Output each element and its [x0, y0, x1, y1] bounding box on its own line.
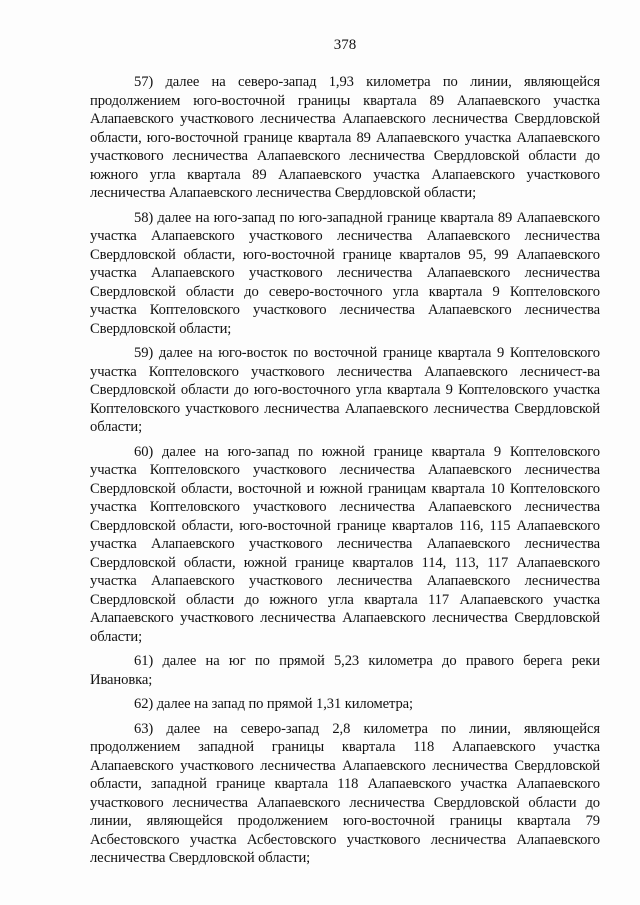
paragraph-57: 57) далее на северо-запад 1,93 километра по линии, являющейся продолжением юго-восточной границы квартала 89 Алапаевского участка Алапаевского участкового лесничества Алапаевского лесничества Свердловской области, юго-восточной границе квартала 89 Алапаевского участка Алапаевского участкового лесничества Алапаевского лесничества Свердловской области до южного угла квартала 89 Алапаевского участка Алапаевского участкового лесничества Алапаевского лесничества Свердловской области; [90, 74, 600, 201]
paragraph-62: 62) далее на запад по прямой 1,31 километра; [134, 696, 414, 712]
page-number: 378 [333, 37, 357, 53]
paragraph-61: 61) далее на юг по прямой 5,23 километра до правого берега реки Ивановка; [90, 653, 600, 688]
paragraph-58: 58) далее на юго-запад по юго-западной границе квартала 89 Алапаевского участка Алапаевского участкового лесничества Алапаевского лесничества Свердловской области, юго-восточной границе кварталов 95, 99 Алапаевского участка Алапаевского участкового лесничества Алапаевского лесничества Свердловской области до северо-восточного угла квартала 9 Коптеловского участка Коптеловского участкового лесничества Алапаевского лесничества Свердловской области; [90, 209, 600, 337]
paragraph-63: 63) далее на северо-запад 2,8 километра по линии, являющейся продолжением западной границы квартала 118 Алапаевского участка Алапаевского участкового лесничества Алапаевского лесничества Свердловской области, западной границе квартала 118 Алапаевского участка Алапаевского участкового лесничества Алапаевского лесничества Свердловской области до линии, являющейся продолжением юго-восточной границы квартала 79 Асбестовского участка Асбестовского участкового лесничества Алапаевского лесничества Свердловской области; [90, 720, 600, 866]
paragraph-59: 59) далее на юго-восток по восточной границе квартала 9 Коптеловского участка Коптеловского участкового лесничества Алапаевского лесничест-ва Свердловской области до юго-восточного угла квартала 9 Коптеловского участка Коптеловского участкового лесничества Алапаевского лесничества Свердловской области; [90, 345, 600, 435]
paragraph-60: 60) далее на юго-запад по южной границе квартала 9 Коптеловского участка Коптеловского участкового лесничества Алапаевского лесничества Свердловской области, восточной и южной границам квартала 10 Коптеловского участка Коптеловского участкового лесничества Алапаевского лесничества Свердловской области, юго-восточной границе кварталов 116, 115 Алапаевского участка Алапаевского участкового лесничества Алапаевского лесничества Свердловской области, южной границе кварталов 114, 113, 117 Алапаевского участка Алапаевского участкового лесничества Алапаевского лесничества Свердловской области до южного угла квартала 117 Алапаевского участка Алапаевского участкового лесничества Алапаевского лесничества Свердловской области; [90, 443, 600, 645]
